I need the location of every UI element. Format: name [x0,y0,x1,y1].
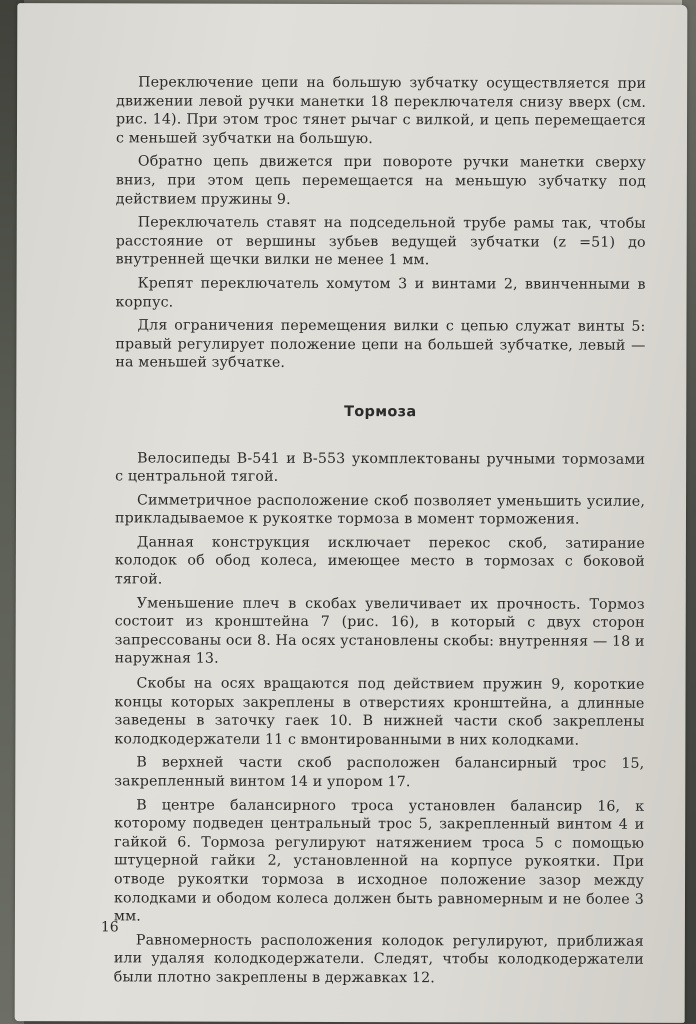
paragraph-brake-adjustment: В центре балансирного троса установлен балансир 16, к которому подведен центральный трос 5, закрепленный винтом 4 и гайкой 6. Тормоза регулируют натяжением троса 5 с помощью штуцерной гайки 2, установленной на корпусе рукоятки. При отводе рукоятки тормоза в исходное положение зазор между колодками и ободом колеса должен быть равномерным и не более 3 мм. [113,797,645,925]
paragraph-pad-alignment: Равномерность расположения колодок регулируют, приближая или удаляя колодкодержатели. Следят, чтобы колодкодержатели были плотно закреплены в державках 12. [113,932,644,987]
paragraph-balance-cable: В верхней части скоб расположен балансирный трос 15, закрепленный винтом 14 и упором 17. [114,754,645,791]
paragraph-brake-construction: Уменьшение плеч в скобах увеличивает их прочность. Тормоз состоит из кронштейна 7 (рис. 16), в который с двух сторон запрессованы оси 8. На осях установлены скобы: внутренняя — 18 и наружная 13. [114,595,645,668]
paragraph-chain-shift-down: Обратно цепь движется при повороте ручки манетки сверху вниз, при этом цепь перемещается на меньшую зубчатку под действием пружины 9. [115,153,646,208]
paragraph-derailleur-mounting: Переключатель ставят на подседельной трубе рамы так, чтобы расстояние от вершины зубьев ведущей зубчатки (z =51) до внутренней щечки вилки не менее 1 мм. [115,214,646,269]
page-number: 16 [100,919,119,936]
page-content [114,73,646,993]
paragraph-brakes-intro: Велосипеды В-541 и В-553 укомплектованы ручными тормозами с центральной тягой. [115,449,646,485]
paragraph-chain-shift-up: Переключение цепи на большую зубчатку осуществляется при движении левой ручки манетки 18 переключателя снизу вверх (см. рис. 14). При этом трос тянет рычаг с вилкой, и цепь перемещается с меньшей зубчатки на большую. [115,74,647,147]
paragraph-caliper-springs: Скобы на осях вращаются под действием пружин 9, короткие концы которых закреплены в отверстиях кронштейна, а длинные заведены в заточку гаек 10. В нижней части скоб закреплены колодкодержатели 11 с вмонтированными в них колодками. [114,675,645,749]
book-page [15,3,688,1023]
paragraph-symmetric-calipers: Симметричное расположение скоб позволяет уменьшить усилие, прикладываемое к рукоятке тормоза в момент торможения. [114,492,646,528]
paragraph-derailleur-clamp: Крепят переключатель хомутом 3 и винтами 2, ввинченными в корпус. [115,275,646,311]
section-heading-brakes: Тормоза [344,403,417,421]
paragraph-limit-screws: Для ограничения перемещения вилки с цепью служат винты 5: правый регулирует положение цепи на большей зубчатке, левый — на меньшей зубчатке. [115,317,646,372]
paragraph-design-benefits: Данная конструкция исключает перекос скоб, затирание колодок об обод колеса, имеющее место в тормозах с боковой тягой. [114,534,645,588]
